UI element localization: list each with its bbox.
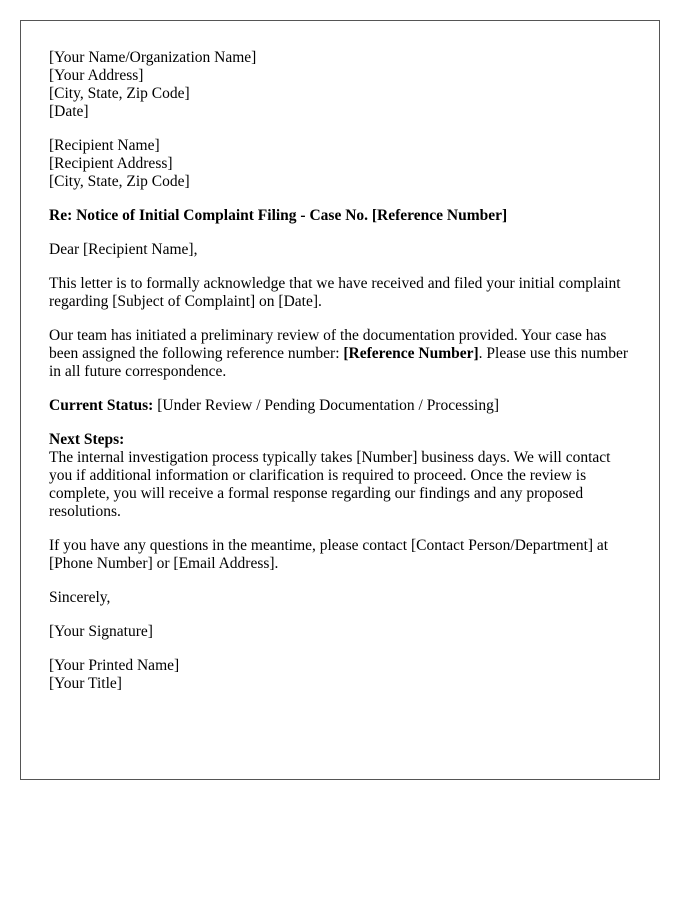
sender-city: [City, State, Zip Code] [49, 85, 190, 102]
recipient-city: [City, State, Zip Code] [49, 173, 190, 190]
next-steps-label: Next Steps: [49, 431, 125, 448]
subject-line: Re: Notice of Initial Complaint Filing - Case No. [Reference Number] [49, 207, 508, 224]
contact-paragraph: If you have any questions in the meantime, please contact [Contact Person/Department] at [Phone Number] or [Email Address]. [49, 537, 609, 572]
status-paragraph [49, 397, 631, 415]
closing: Sincerely, [49, 589, 111, 606]
sender-address: [Your Address] [49, 67, 144, 84]
reference-number: [Reference Number] [343, 345, 479, 362]
signature: [Your Signature] [49, 623, 153, 640]
reference-paragraph-end: . Please use this number in all future correspondence. [49, 345, 629, 380]
letter-page [20, 20, 660, 780]
status-value: [Under Review / Pending Documentation / Processing] [153, 397, 500, 414]
recipient-address: [Recipient Address] [49, 155, 173, 172]
reference-paragraph-start: Our team has initiated a preliminary review of the documentation provided. Your case has been assigned the following reference number: [49, 327, 607, 362]
sender-block [49, 49, 631, 121]
reference-paragraph [49, 327, 631, 381]
status-label: Current Status: [49, 397, 154, 414]
signoff-block [49, 657, 631, 693]
printed-name: [Your Printed Name] [49, 657, 180, 674]
letter-date: [Date] [49, 103, 89, 120]
recipient-name: [Recipient Name] [49, 137, 160, 154]
sender-name: [Your Name/Organization Name] [49, 49, 257, 66]
salutation: Dear [Recipient Name], [49, 241, 198, 258]
next-steps-text: The internal investigation process typically takes [Number] business days. We will contact you if additional information or clarification is required to proceed. Once the review is complete, you will receive a formal response regarding our findings and any proposed resolutions. [49, 449, 611, 520]
acknowledgement-paragraph: This letter is to formally acknowledge that we have received and filed your initial complaint regarding [Subject of Complaint] on [Date]. [49, 275, 621, 310]
recipient-block [49, 137, 631, 191]
signer-title: [Your Title] [49, 675, 122, 692]
next-steps-paragraph [49, 431, 631, 521]
